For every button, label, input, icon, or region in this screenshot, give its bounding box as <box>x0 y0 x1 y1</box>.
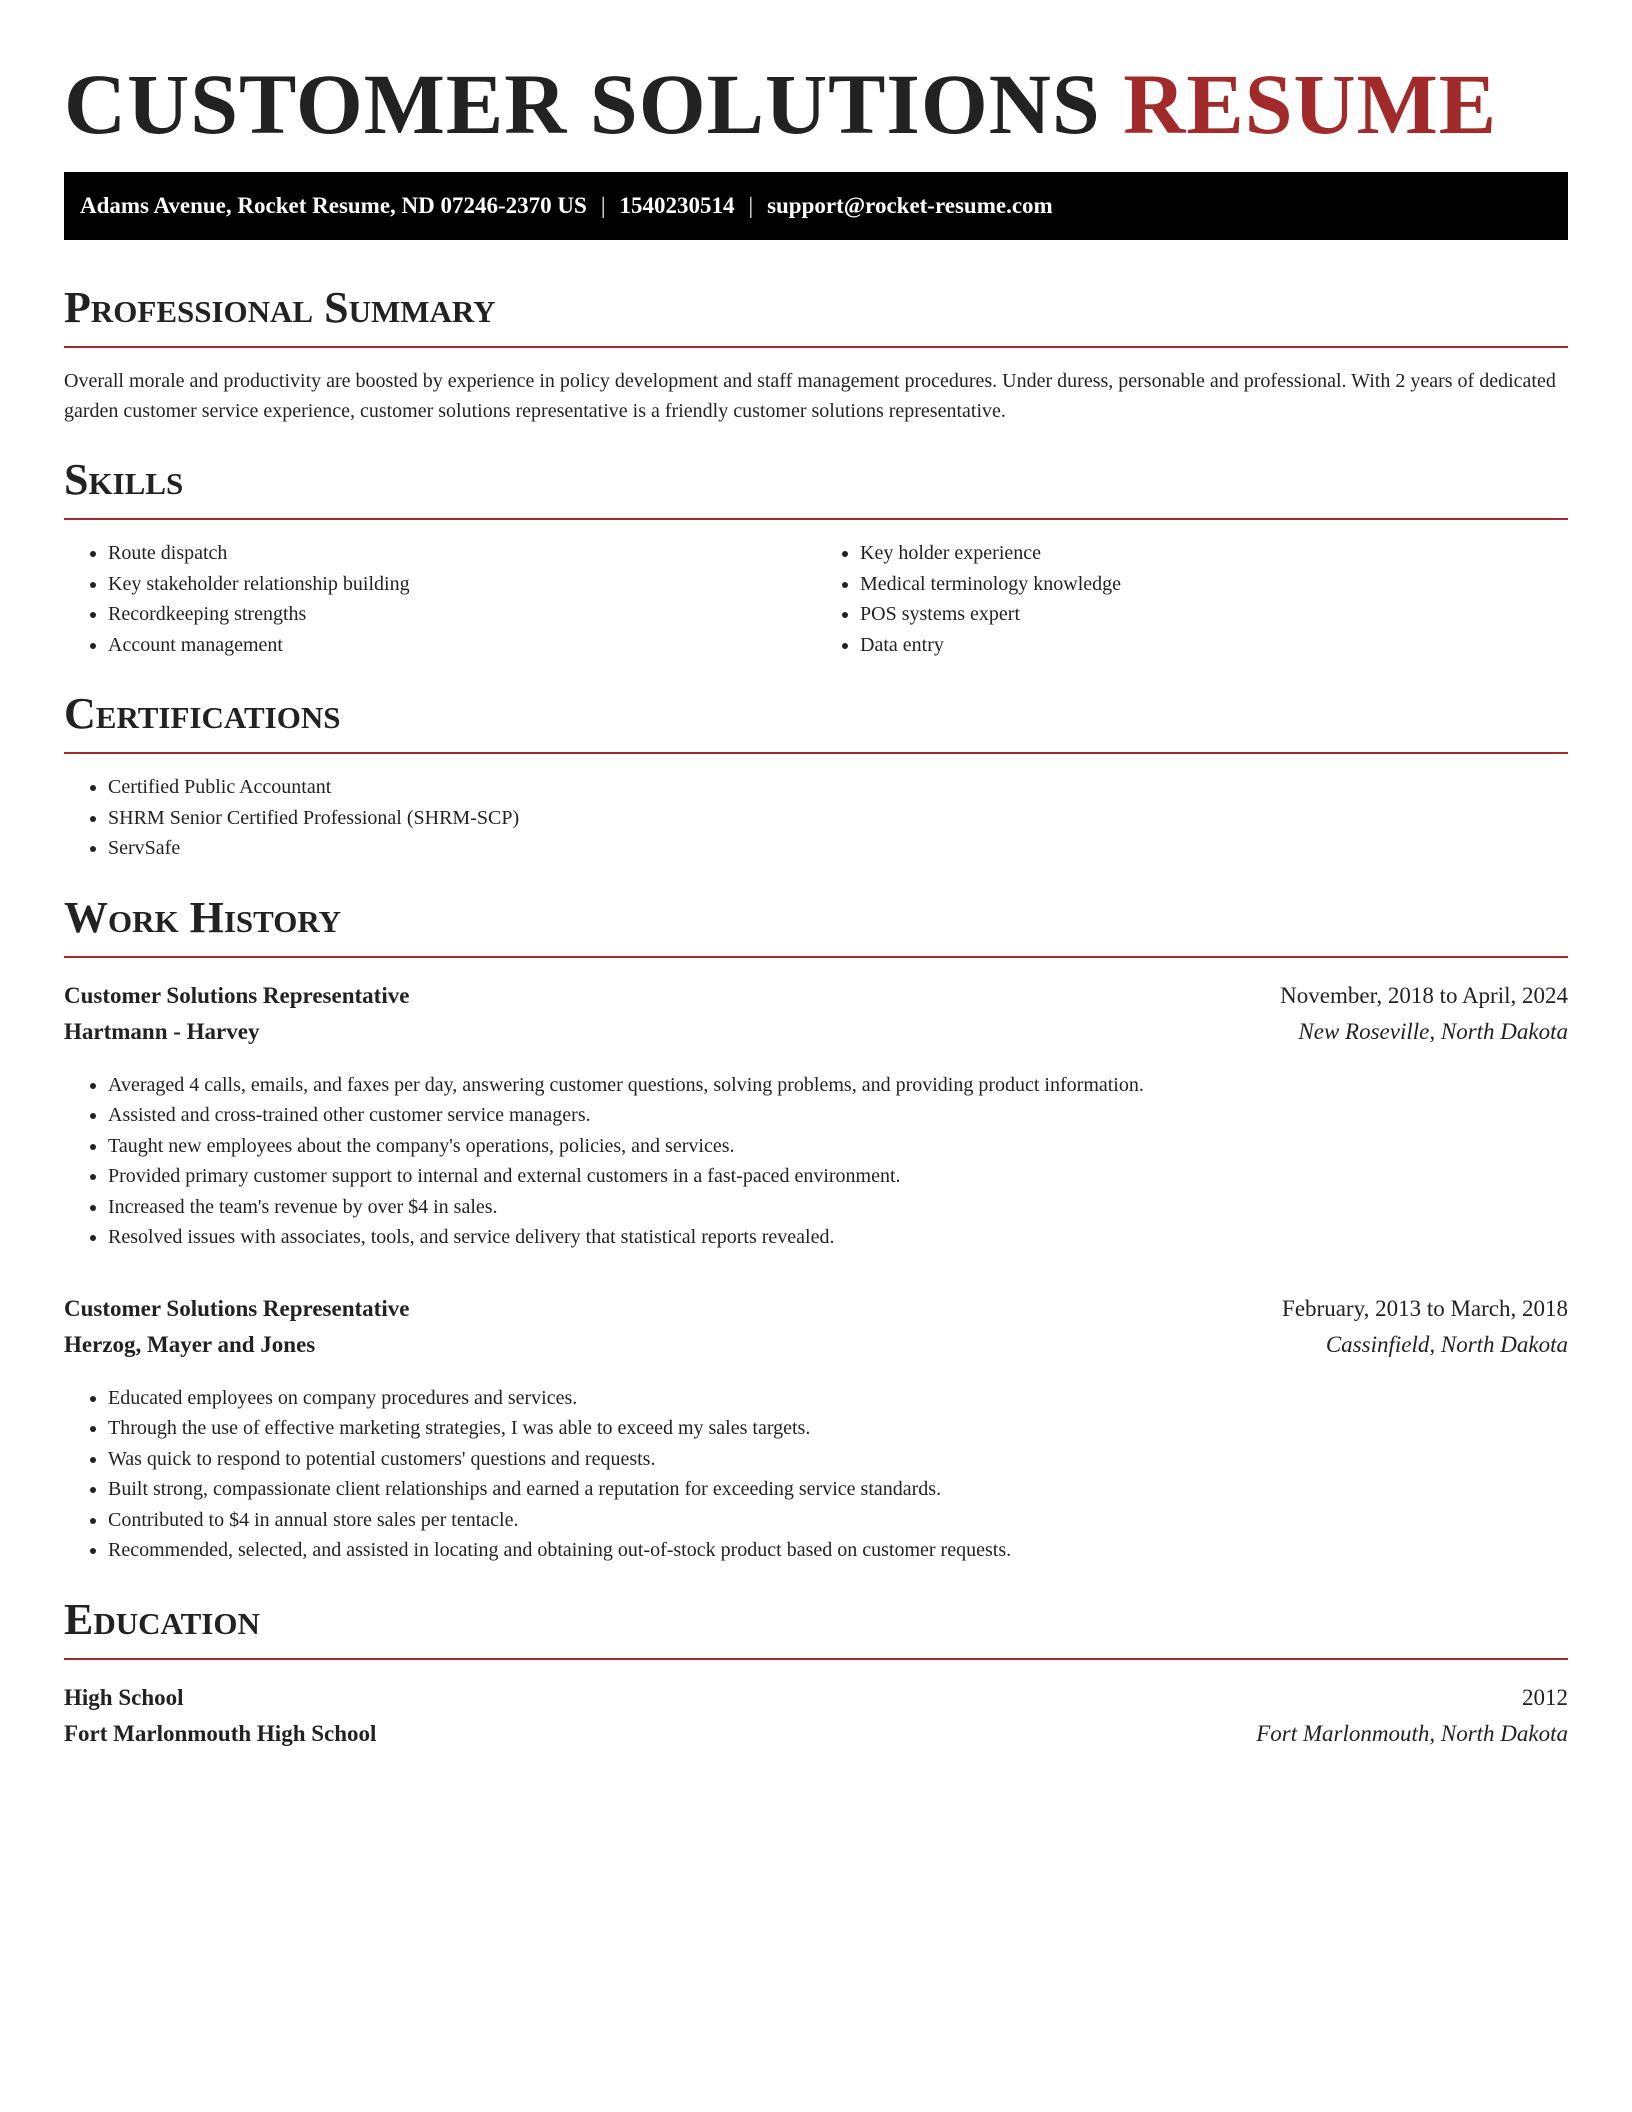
job-dates: November, 2018 to April, 2024 <box>1280 982 1568 1008</box>
job-bullet: • Resolved issues with associates, tools, and service delivery that statistical reports revealed. <box>108 1222 1568 1253</box>
certifications-list <box>64 772 1568 864</box>
job-location: Cassinfield, North Dakota <box>1325 1331 1568 1357</box>
section-heading: Skills <box>64 456 1568 520</box>
job-bullet: • Through the use of effective marketing strategies, I was able to exceed my sales targets. <box>108 1413 1568 1444</box>
job-bullet: • Averaged 4 calls, emails, and faxes per day, answering customer questions, solving problems, and providing product information. <box>108 1070 1568 1101</box>
job-bullet: • Built strong, compassionate client relationships and earned a reputation for exceeding service standards. <box>108 1474 1568 1505</box>
job-header-row <box>64 1291 1568 1327</box>
education-year: 2012 <box>1522 1684 1568 1710</box>
job-bullets <box>64 1070 1568 1253</box>
contact-phone: 1540230514 <box>619 193 735 218</box>
job-entry <box>64 1291 1568 1566</box>
title-accent: RESUME <box>1123 56 1498 152</box>
certification-item: • SHRM Senior Certified Professional (SHRM-SCP) <box>108 803 1568 834</box>
job-company: Hartmann - Harvey <box>64 1018 260 1044</box>
skill-item: • Account management <box>108 630 816 661</box>
job-header-row <box>64 978 1568 1014</box>
skills-list-right <box>816 538 1568 660</box>
skill-item: • Key holder experience <box>860 538 1568 569</box>
skills-grid <box>64 520 1568 660</box>
skill-item: • POS systems expert <box>860 599 1568 630</box>
job-dates: February, 2013 to March, 2018 <box>1282 1295 1568 1321</box>
job-entry <box>64 978 1568 1253</box>
job-bullets <box>64 1383 1568 1566</box>
certification-item: • ServSafe <box>108 833 1568 864</box>
skills-section <box>64 456 1568 660</box>
job-bullet: • Contributed to $4 in annual store sales per tentacle. <box>108 1505 1568 1536</box>
job-company-row <box>64 1327 1568 1363</box>
job-bullet: • Educated employees on company procedures and services. <box>108 1383 1568 1414</box>
job-bullet: • Was quick to respond to potential customers' questions and requests. <box>108 1444 1568 1475</box>
job-bullet: • Recommended, selected, and assisted in locating and obtaining out-of-stock product based on customer requests. <box>108 1535 1568 1566</box>
job-company: Herzog, Mayer and Jones <box>64 1331 316 1357</box>
job-title: Customer Solutions Representative <box>64 982 410 1008</box>
education-header-row <box>64 1680 1568 1716</box>
skill-item: • Recordkeeping strengths <box>108 599 816 630</box>
skill-item: • Data entry <box>860 630 1568 661</box>
job-location: New Roseville, North Dakota <box>1298 1018 1568 1044</box>
job-title: Customer Solutions Representative <box>64 1295 410 1321</box>
resume-title <box>64 58 1568 150</box>
education-degree: High School <box>64 1684 184 1710</box>
section-heading: Certifications <box>64 690 1568 754</box>
job-bullet: • Taught new employees about the company's operations, policies, and services. <box>108 1131 1568 1162</box>
contact-separator: | <box>748 193 754 218</box>
education-entry <box>64 1680 1568 1752</box>
skill-item: • Medical terminology knowledge <box>860 569 1568 600</box>
contact-bar <box>64 172 1568 240</box>
contact-separator: | <box>600 193 606 218</box>
section-heading: Professional Summary <box>64 284 1568 348</box>
education-school-row <box>64 1716 1568 1752</box>
certifications-section <box>64 690 1568 864</box>
skill-item: • Key stakeholder relationship building <box>108 569 816 600</box>
skill-item: • Route dispatch <box>108 538 816 569</box>
section-heading: Work History <box>64 894 1568 958</box>
job-bullet: • Increased the team's revenue by over $4 in sales. <box>108 1192 1568 1223</box>
skills-list-left <box>64 538 816 660</box>
contact-email: support@rocket-resume.com <box>767 193 1053 218</box>
summary-section <box>64 284 1568 426</box>
title-main: CUSTOMER SOLUTIONS <box>64 56 1101 152</box>
education-school: Fort Marlonmouth High School <box>64 1720 377 1746</box>
contact-address: Adams Avenue, Rocket Resume, ND 07246-2370 US <box>80 193 587 218</box>
job-bullet: • Provided primary customer support to internal and external customers in a fast-paced environment. <box>108 1161 1568 1192</box>
education-location: Fort Marlonmouth, North Dakota <box>1256 1720 1568 1746</box>
education-section <box>64 1596 1568 1752</box>
summary-text: Overall morale and productivity are boosted by experience in policy development and staff management procedures. Under duress, personable and professional. With 2 years of dedicated garden customer service experience, customer solutions representative is a friendly customer solutions representative. <box>64 370 1556 422</box>
certification-item: • Certified Public Accountant <box>108 772 1568 803</box>
work-history-section <box>64 894 1568 1566</box>
section-heading: Education <box>64 1596 1568 1660</box>
job-bullet: • Assisted and cross-trained other customer service managers. <box>108 1100 1568 1131</box>
job-company-row <box>64 1014 1568 1050</box>
